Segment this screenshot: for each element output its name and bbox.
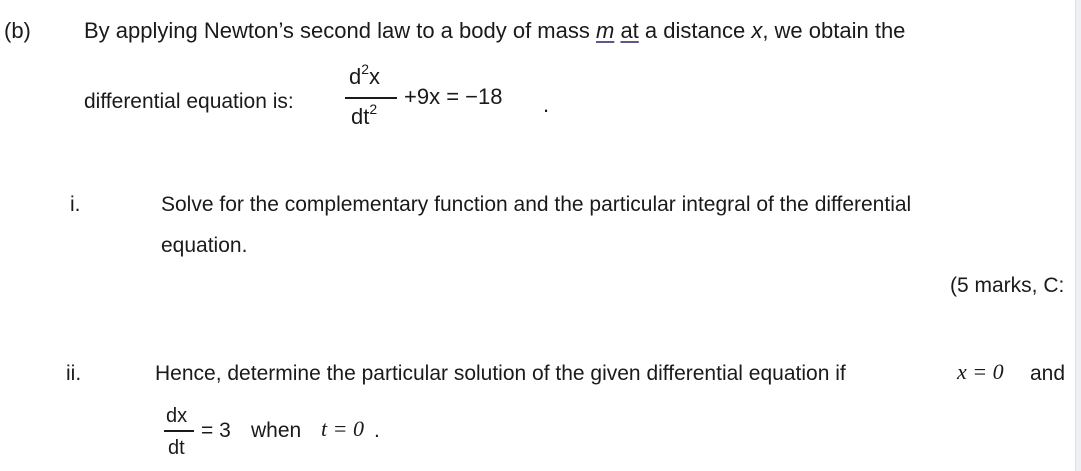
ii-period: . [374,419,380,442]
part-b-line-2: differential equation is: [84,90,294,113]
fraction-numerator: $d^2x$ [349,61,381,89]
dx-numerator: dx [166,405,188,427]
fraction-bar [345,97,397,99]
line1-text-a: By applying Newton’s second law to a body of mass [84,18,596,43]
question-ii-label: ii. [66,362,82,385]
question-i-line-2: equation. [161,234,248,257]
question-ii-text: Hence, determine the particular solution of the given differential equation if [155,362,846,385]
equation-period: . [543,92,550,117]
word-and: and [1030,362,1066,385]
part-label-b: (b) [4,18,31,43]
condition-t-zero: t = 0 [321,416,364,441]
fraction-denominator: $dt^2$ [351,101,378,129]
equals-three: = 3 [201,419,231,442]
distance-symbol: x [751,18,763,43]
question-i-label: i. [70,193,81,216]
dx-fraction-bar [164,430,194,432]
condition-x-zero: x = 0 [957,359,1004,384]
part-b-line-1 [84,18,905,44]
question-i-line-1: Solve for the complementary function and the particular integral of the differential [161,193,912,216]
question-i-marks: (5 marks, C: [950,274,1065,297]
dt-denominator: dt [168,437,185,459]
question-ii-line-1 [155,361,846,387]
line1-text-b: a distance [638,18,752,43]
mass-symbol: m [595,18,615,43]
word-when: when [251,419,302,442]
equation-rhs: +9x = −18 [404,84,503,109]
word-at: at [620,18,639,43]
line1-text-c: , we obtain the [762,18,906,43]
page-right-edge [1075,0,1081,471]
